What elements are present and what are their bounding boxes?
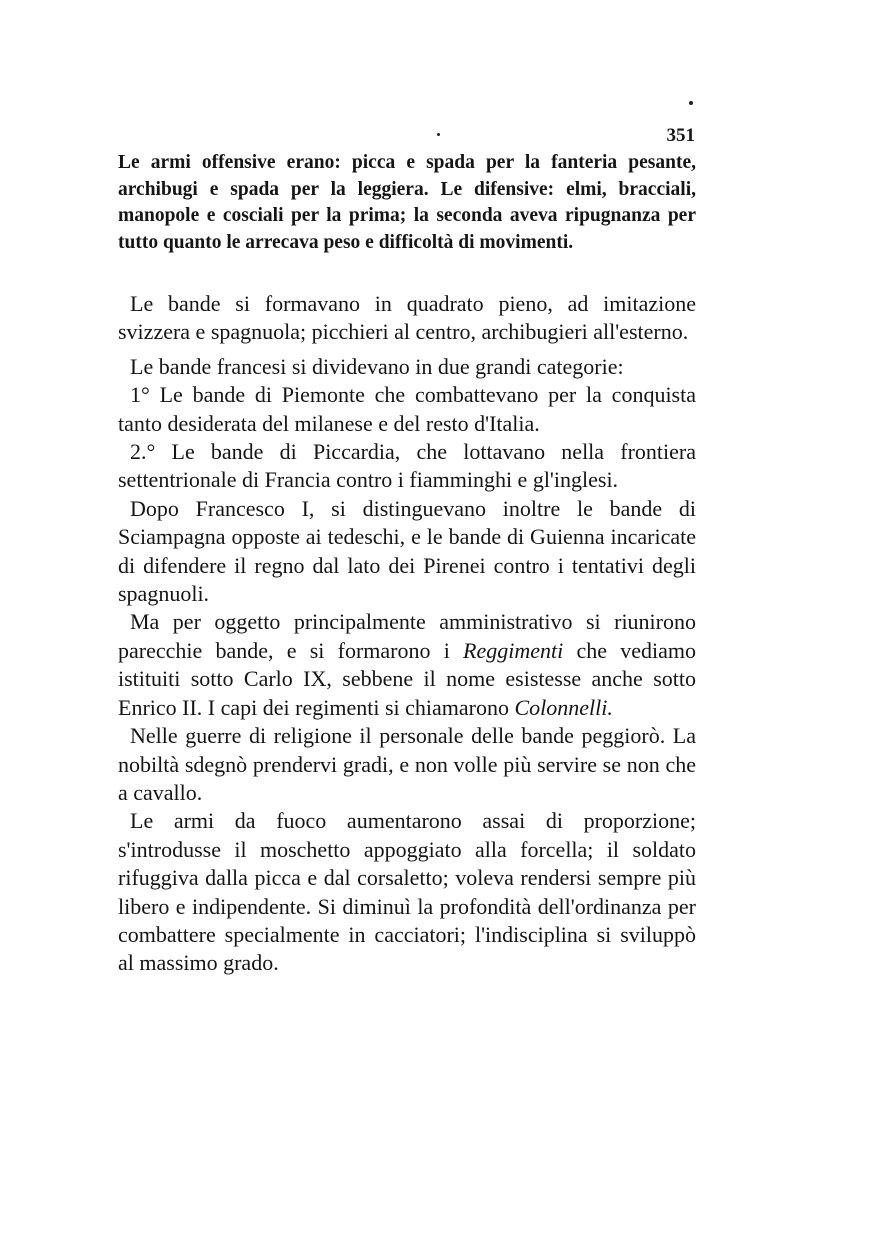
italic-reggimenti: Reggimenti <box>463 637 564 663</box>
italic-colonnelli: Colonnelli. <box>514 694 613 720</box>
paragraph-formazione-bande: Le bande si formavano in quadrato pieno, ad imitazione svizzera e spagnuola; picchieri al centro, archibugieri all'esterno. <box>118 291 696 345</box>
print-speck <box>437 133 440 136</box>
page-number: 351 <box>666 125 695 146</box>
paragraph-reggimenti <box>118 608 696 722</box>
paragraph-categorie: Le bande francesi si dividevano in due grandi categorie: <box>130 353 624 379</box>
reggimenti-text-middle: che vediamo istituiti sotto Carlo IX, sebbene il nome esistesse anche sotto Enrico II. I capi dei regimenti si chiamarono <box>118 637 696 720</box>
paragraph-armi-offensive: Le armi offensive erano: picca e spada per la fanteria pesante, archibugi e spada per la leggiera. Le difensive: elmi, bracciali, manopole e cosciali per la prima; la seconda aveva ripugnanza per tutto quanto le arrecava peso e difficoltà di movimenti. <box>118 152 696 253</box>
print-speck <box>689 101 693 105</box>
paragraph-francesco-primo: Dopo Francesco I, si distinguevano inoltre le bande di Sciampagna opposte ai tedeschi, e le bande di Guienna incaricate di difendere il regno dal lato dei Pirenei contro i tentativi degli spagnuoli. <box>118 495 696 607</box>
paragraph-armi-fuoco: Le armi da fuoco aumentarono assai di proporzione; s'introdusse il moschetto appoggiato alla forcella; il soldato rifuggiva dalla picca e dal corsaletto; voleva rendersi sempre più libero e indipendente. Si diminuì la profondità dell'ordinanza per combattere specialmente in cacciatori; l'indisciplina si sviluppò al massimo grado. <box>118 808 696 976</box>
paragraph-guerre-religione: Nelle guerre di religione il personale delle bande peggiorò. La nobiltà sdegnò prendervi gradi, e non volle più servire se non che a cavallo. <box>118 723 696 805</box>
paragraph-bande-piemonte: 1° Le bande di Piemonte che combattevano per la conquista tanto desiderata del milanese e del resto d'Italia. <box>118 382 696 436</box>
paragraph-bande-piccardia: 2.° Le bande di Piccardia, che lottavano nella frontiera settentrionale di Francia contro i fiamminghi e gl'inglesi. <box>118 439 696 493</box>
body-text <box>118 150 696 978</box>
paragraph-gap <box>118 256 696 290</box>
reggimenti-text-before: Ma per oggetto principalmente amministrativo si riunirono parecchie bande, e si formarono i <box>118 609 696 663</box>
